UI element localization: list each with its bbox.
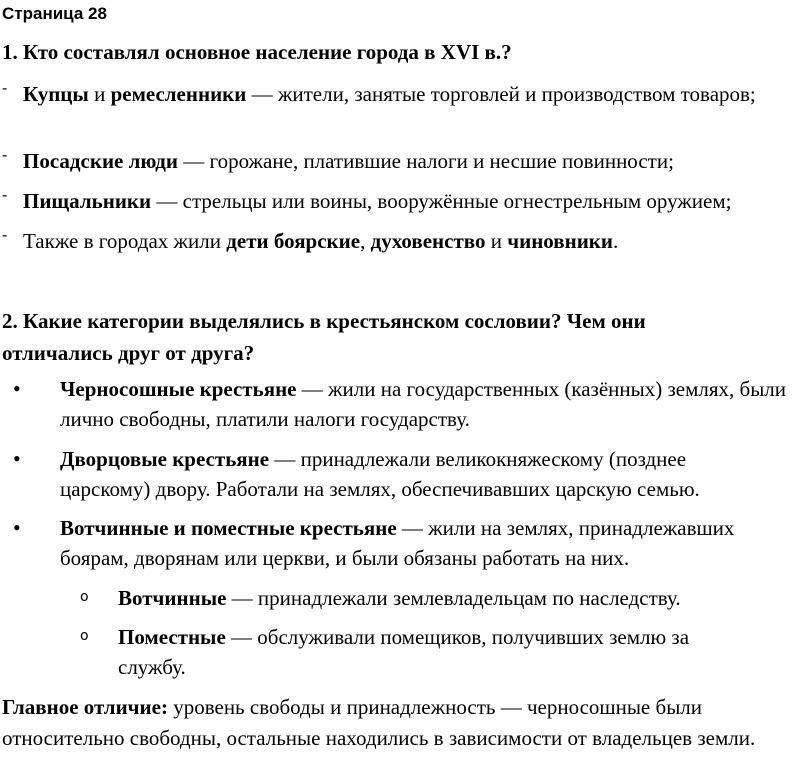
bullet-marker: •	[13, 446, 21, 471]
conclusion	[2, 692, 792, 754]
list-item-text: Также в городах жили дети боярские, духовенство и чиновники.	[23, 229, 619, 253]
list-item-text: Дворцовые крестьяне — принадлежали великокняжескому (позднее царскому) двору. Работали на землях, обеспечивавших царскую семью.	[60, 447, 700, 501]
conclusion-text: уровень свободы и принадлежность — черносошные были относительно свободны, остальные находились в зависимости от владельцев земли.	[2, 695, 756, 750]
list-item	[2, 186, 798, 216]
conclusion-label: Главное отличие:	[2, 695, 168, 719]
bullet-marker: •	[13, 515, 21, 540]
list-item-text: Пищальники — стрельцы или воины, вооружённые огнестрельным оружием;	[23, 189, 732, 213]
dash-marker: -	[2, 147, 8, 164]
list-item	[2, 146, 798, 176]
list-item-text: Купцы и ремесленники — жители, занятые торговлей и производством товаров;	[23, 82, 756, 106]
sub-list-item-text: Поместные — обслуживали помещиков, получивших землю за службу.	[118, 625, 690, 679]
circle-marker: o	[80, 628, 89, 644]
dash-marker: -	[2, 227, 8, 244]
list-item-text: Посадские люди — горожане, платившие налоги и несшие повинности;	[23, 149, 674, 173]
list-item-text: Черносошные крестьяне — жили на государственных (казённых) землях, были лично свободны, платили налоги государству.	[60, 377, 787, 431]
question-1-title: 1. Кто составлял основное население города в XVI в.?	[2, 40, 512, 64]
sub-list-item-text: Вотчинные — принадлежали землевладельцам по наследству.	[118, 586, 681, 610]
bullet-marker: •	[13, 376, 21, 401]
sub-list-item	[0, 622, 800, 682]
circle-marker: o	[80, 589, 89, 605]
question-2-title: 2. Какие категории выделялись в крестьянском сословии? Чем они отличались друг от друга?	[2, 309, 646, 365]
sub-list-item	[0, 583, 800, 613]
list-item	[0, 444, 800, 504]
list-item-text: Вотчинные и поместные крестьяне — жили на землях, принадлежавших боярам, дворянам или церкви, и были обязаны работать на них.	[60, 516, 735, 570]
dash-marker: -	[2, 80, 8, 97]
page-number: Страница 28	[2, 4, 107, 23]
list-item	[2, 79, 798, 109]
list-item	[0, 374, 800, 434]
list-item	[0, 513, 800, 573]
dash-marker: -	[2, 187, 8, 204]
list-item	[2, 226, 798, 256]
